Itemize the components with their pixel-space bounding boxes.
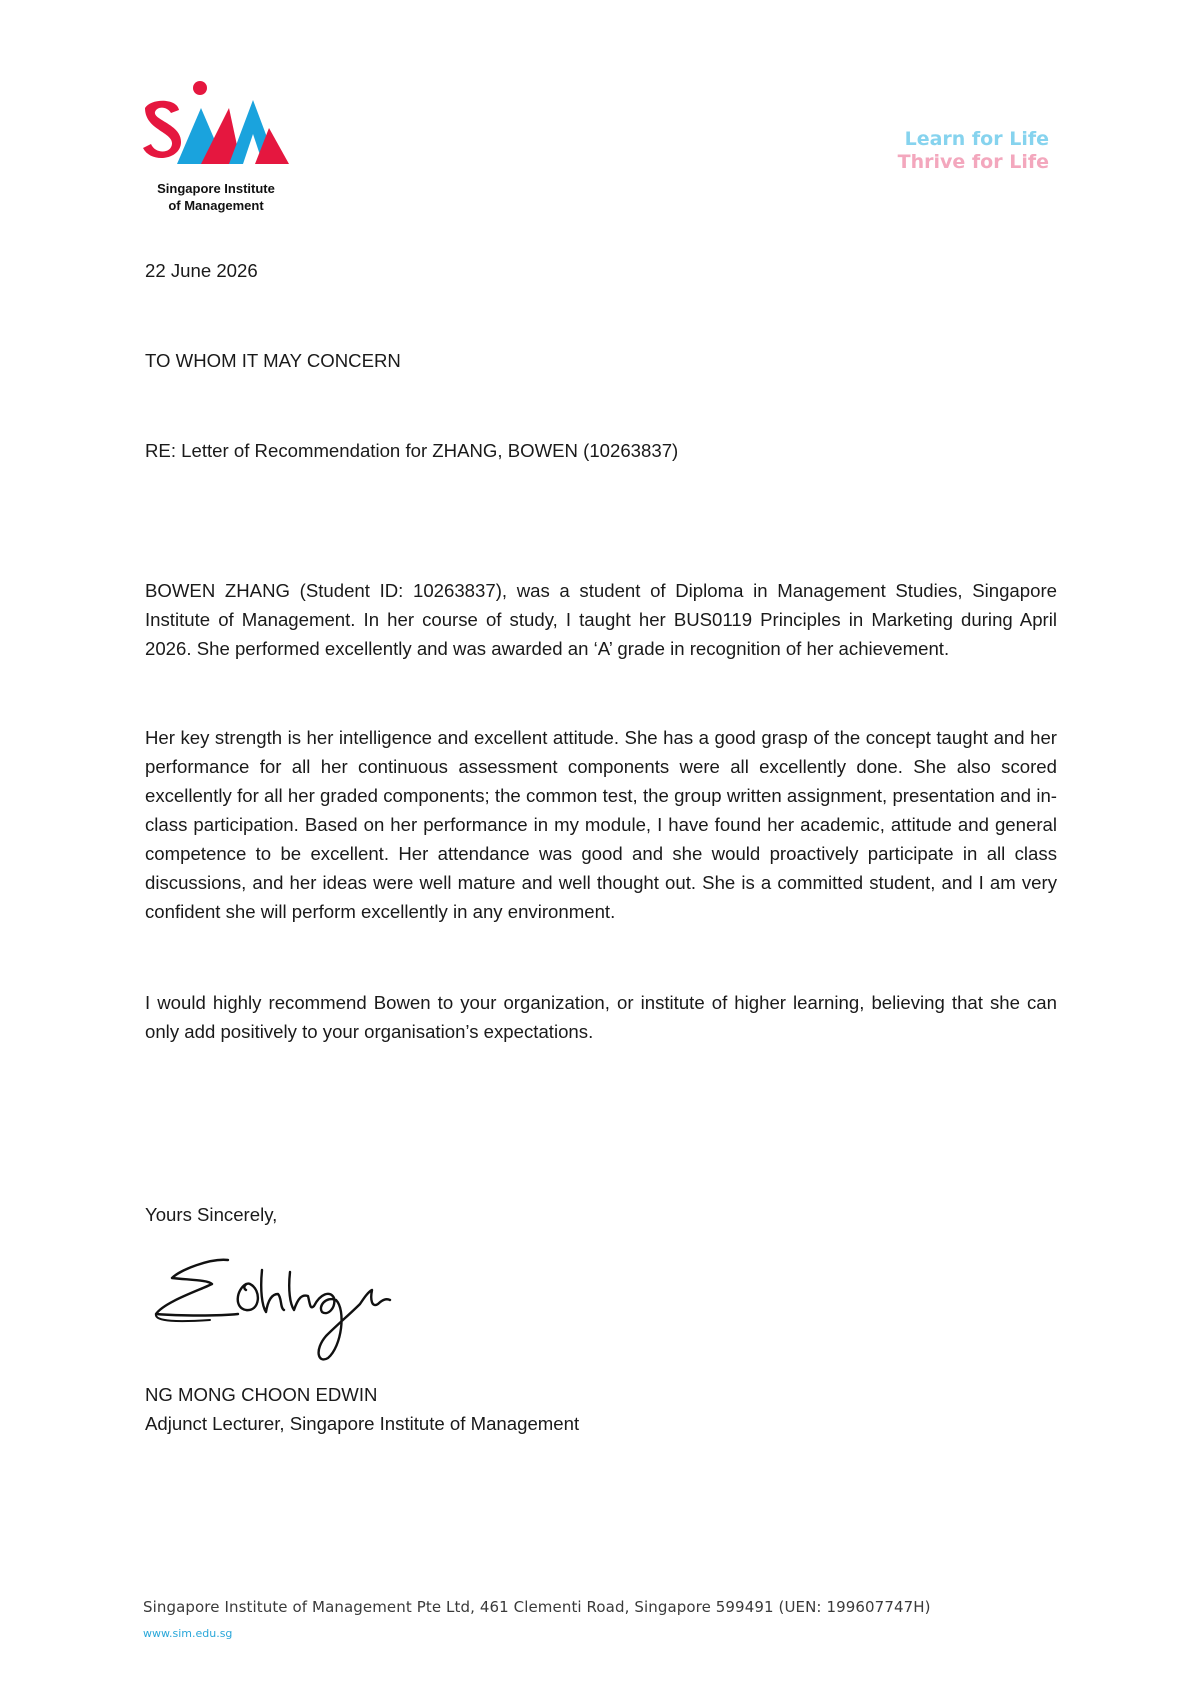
signer-title: Adjunct Lecturer, Singapore Institute of Management [145,1413,580,1434]
tagline [898,128,1049,174]
sim-logo [141,80,291,220]
paragraph-3: I would highly recommend Bowen to your organization, or institute of higher learning, believing that she can only add positively to your organisation’s expectations. [145,992,1057,1042]
sim-logo-mark [141,80,291,175]
footer-address: Singapore Institute of Management Pte Ltd, 461 Clementi Road, Singapore 599491 (UEN: 199607747H) [143,1598,931,1616]
letter-date: 22 June 2026 [145,260,258,281]
paragraph-2: Her key strength is her intelligence and excellent attitude. She has a good grasp of the concept taught and her performance for all her continuous assessment components were all excellently done. She also scored excellently for all her graded components; the common test, the group written assignment, presentation and in-class participation. Based on her performance in my module, I have found her academic, attitude and general competence to be excellent. Her attendance was good and she would proactively participate in all class discussions, and her ideas were well mature and well thought out. She is a committed student, and I am very confident she will perform excellently in any environment. [145,727,1057,922]
salutation: TO WHOM IT MAY CONCERN [145,350,401,371]
subject-line: RE: Letter of Recommendation for ZHANG, BOWEN (10263837) [145,440,679,461]
logo-wordmark [141,180,291,214]
logo-line-1: Singapore Institute [157,181,275,196]
signature [150,1250,430,1365]
logo-line-2: of Management [168,198,264,213]
signer-block [145,1380,579,1438]
tagline-thrive: Thrive for Life [897,151,1049,173]
closing: Yours Sincerely, [145,1204,278,1225]
footer-website-link[interactable]: www.sim.edu.sg [143,1627,233,1640]
signer-name: NG MONG CHOON EDWIN [145,1384,378,1405]
paragraph-1: BOWEN ZHANG (Student ID: 10263837), was a student of Diploma in Management Studies, Singapore Institute of Management. In her course of study, I taught her BUS0119 Principles in Marketing during April 2026. She performed excellently and was awarded an ‘A’ grade in recognition of her achievement. [145,580,1057,659]
tagline-learn: Learn for Life [904,128,1049,150]
